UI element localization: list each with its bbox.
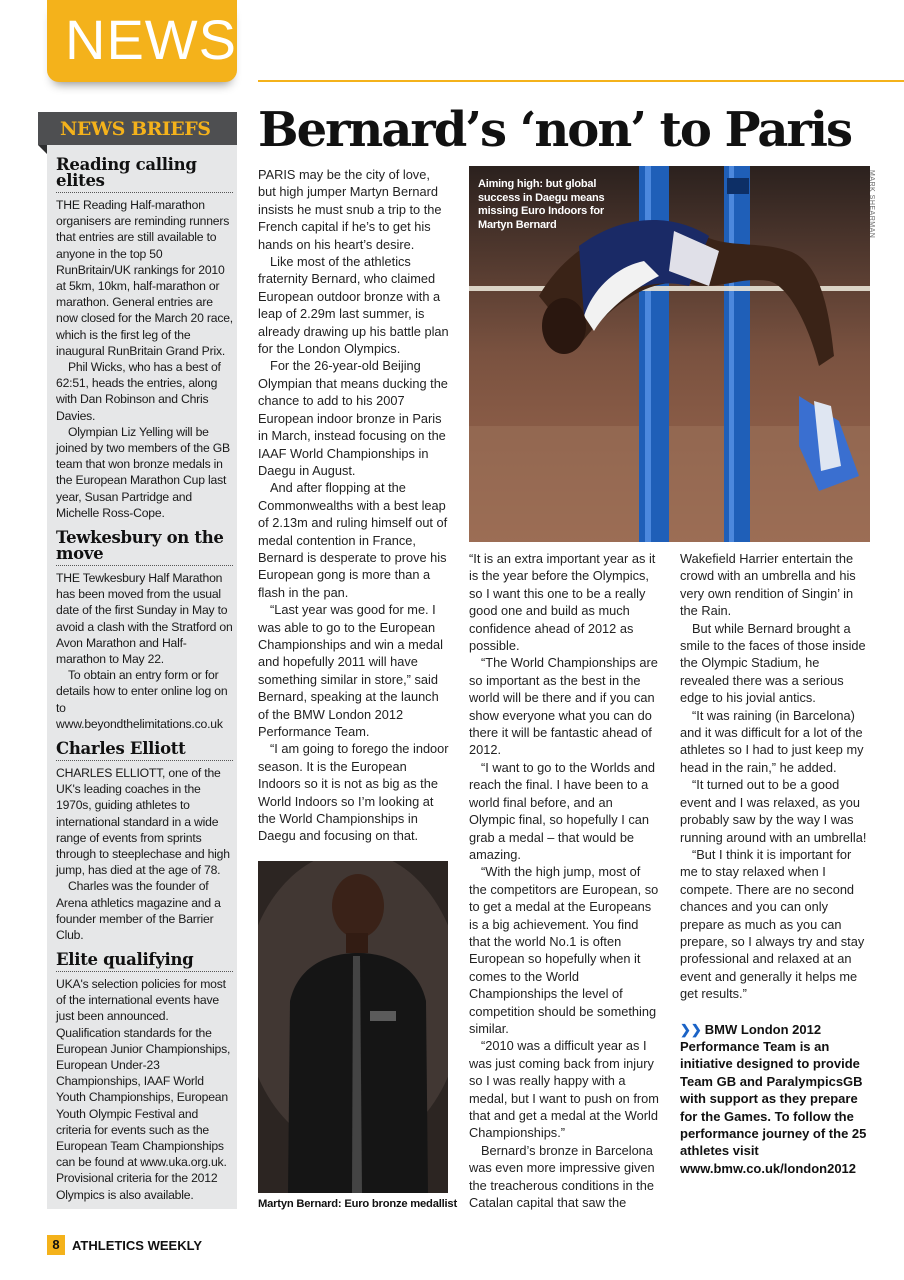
article-paragraph: But while Bernard brought a smile to the faces of those inside the Olympic Stadium, he revealed there was a serious edge to his jovial antics. xyxy=(680,620,866,706)
promo-box xyxy=(680,1021,870,1178)
article-paragraph: “It was raining (in Barcelona) and it was difficult for a lot of the athletes so I had to just keep my head in the rain,” he added. xyxy=(680,707,864,775)
brief-paragraph: To obtain an entry form or for details how to enter online log on to www.beyondthelimitations.co.uk xyxy=(56,668,228,731)
brief-elite-qualifying xyxy=(56,952,233,1203)
article-paragraph: “It turned out to be a good event and I was relaxed, as you probably saw by the way I was running around with an umbrella! xyxy=(680,777,867,845)
brief-heading: Elite qualifying xyxy=(56,952,233,972)
article-headline: Bernard’s ‘non’ to Paris xyxy=(258,102,851,158)
main-photo-caption: Aiming high: but global success in Daegu means missing Euro Indoors for Martyn Bernard xyxy=(478,178,605,231)
article-paragraph: Like most of the athletics fraternity Bernard, who claimed European outdoor bronze with a leap of 2.29m last summer, is already drawing up his battle plan for the London Olympics. xyxy=(258,254,449,357)
article-paragraph: “2010 was a difficult year as I was just coming back from injury so I was really happy with a medal, but I want to push on from that and get a medal at the World Championships.” xyxy=(469,1038,659,1141)
article-paragraph: “The World Championships are so important as the best in the world will be there and if you can show everyone what you can do there it will be fantastic ahead of 2012. xyxy=(469,655,658,758)
brief-paragraph: UKA's selection policies for most of the international events have just been announced. Qualification standards for the European Junior Championships, European Under-23 Championships, IAAF World Youth Championships, European Youth Olympic Festival and criteria for events such as the European Team Championships can be found at www.uka.org.uk. Provisional criteria for the 2012 Olympics is also available. xyxy=(56,977,231,1202)
article-paragraph: “I am going to forego the indoor season. It is the European Indoors so it is not as big as the World Indoors so I’m looking at the World Championships in Daegu and focusing on that. xyxy=(258,741,449,844)
portrait-illustration xyxy=(258,861,448,1193)
article-paragraph: “With the high jump, most of the competitors are European, so to get a medal at the Europeans is a big achievement. You find that the world No.1 is often European so hopefully when it comes to the World Championships the level of competition should be something similar. xyxy=(469,864,659,1036)
sidebar-notch xyxy=(38,145,47,154)
promo-text: BMW London 2012 Performance Team is an initiative designed to provide Team GB and ParalympicsGB with support as they prepare for the Games. To follow the performance journey of the 25 athletes visit www.bmw.co.uk/london2012 xyxy=(680,1021,867,1176)
brief-paragraph: Charles was the founder of Arena athletics magazine and a founder member of the Barrier Club. xyxy=(56,879,221,943)
article-paragraph: “It is an extra important year as it is the year before the Olympics, so I want this one to be a really good one and build as much confidence ahead of 2012 as possible. xyxy=(469,551,656,654)
brief-heading: Charles Elliott xyxy=(56,741,233,761)
brief-paragraph: Phil Wicks, who has a best of 62:51, heads the entries, along with Dan Robinson and Chris Davies. xyxy=(56,360,221,423)
article-paragraph: Wakefield Harrier entertain the crowd with an umbrella and his very own rendition of Singin’ in the Rain. xyxy=(680,551,856,619)
portrait-caption: Martyn Bernard: Euro bronze medallist xyxy=(258,1198,457,1210)
chevron-right-icon: ❯❯ xyxy=(680,1021,702,1037)
section-tab-label: NEWS xyxy=(65,8,237,71)
brief-paragraph: Olympian Liz Yelling will be joined by two members of the GB team that won bronze medals in the European Marathon Cup last year, Susan Partridge and Michelle Ross-Cope. xyxy=(56,424,230,520)
article-column-2 xyxy=(469,550,661,1211)
brief-paragraph: CHARLES ELLIOTT, one of the UK's leading coaches in the 1970s, guiding athletes to international standard in a wide range of events from sprints through to steeplechase and high jump, has died at the age of 78. xyxy=(56,766,230,878)
portrait-photo xyxy=(258,861,448,1193)
article-paragraph: And after flopping at the Commonwealths with a best leap of 2.13m and ruling himself out of medal contention in France, Bernard is desperate to prove his European gong is more than a flash in the pan. xyxy=(258,480,448,600)
brief-heading: Reading calling elites xyxy=(56,157,233,193)
article-paragraph: Bernard’s bronze in Barcelona was even more impressive given the treacherous conditions in the Catalan capital that saw the xyxy=(469,1142,655,1211)
top-rule xyxy=(258,80,904,82)
brief-tewkesbury xyxy=(56,530,233,732)
magazine-name: ATHLETICS WEEKLY xyxy=(72,1237,203,1253)
sidebar-header xyxy=(38,112,237,145)
brief-charles-elliott xyxy=(56,741,233,943)
page-footer xyxy=(47,1235,202,1255)
article-paragraph: For the 26-year-old Beijing Olympian that means ducking the chance to add to his 2007 European indoor bronze in Paris in March, instead focusing on the IAAF World Championships in Daegu in August. xyxy=(258,358,448,478)
brief-paragraph: THE Tewkesbury Half Marathon has been moved from the usual date of the first Sunday in May to avoid a clash with the Stratford on Avon Marathon and Half-marathon to May 22. xyxy=(56,571,233,667)
brief-heading: Tewkesbury on the move xyxy=(56,530,233,566)
article-column-1 xyxy=(258,166,450,845)
article-paragraph: “I want to go to the Worlds and reach the final. I have been to a world final before, and an Olympic final, so hopefully I can grab a medal – that would be amazing. xyxy=(469,759,656,862)
article-paragraph: “Last year was good for me. I was able to go to the European Championships and win a medal and hopefully 2011 will have something similar in store,” said Bernard, speaking at the launch of the BMW London 2012 Performance Team. xyxy=(258,602,443,739)
news-briefs-sidebar xyxy=(47,112,237,1209)
page-number: 8 xyxy=(47,1235,65,1255)
section-tab xyxy=(47,0,237,82)
article-paragraph: “But I think it is important for me to stay relaxed when I compete. There are no second chances and you can only prepare as much as you can prepare, so I always try and stay professional and relaxed at an event and generally it helps me get results.” xyxy=(680,846,865,1002)
article-paragraph: PARIS may be the city of love, but high jumper Martyn Bernard insists he must snub a trip to the French capital if he’s to get his hands on his heart’s desire. xyxy=(258,167,442,252)
brief-reading xyxy=(56,157,233,521)
brief-paragraph: THE Reading Half-marathon organisers are reminding runners that entries are still available to anyone in the top 50 RunBritain/UK rankings for 2010 at 5km, 10km, half-marathon or marathon. General entries are now closed for the March 20 race, which is the first leg of the inaugural RunBritain Grand Prix. xyxy=(56,198,233,358)
photo-credit: MARK SHEARMAN xyxy=(868,170,875,239)
article-column-3 xyxy=(680,550,870,1177)
sidebar-title: NEWS BRIEFS xyxy=(60,118,211,140)
